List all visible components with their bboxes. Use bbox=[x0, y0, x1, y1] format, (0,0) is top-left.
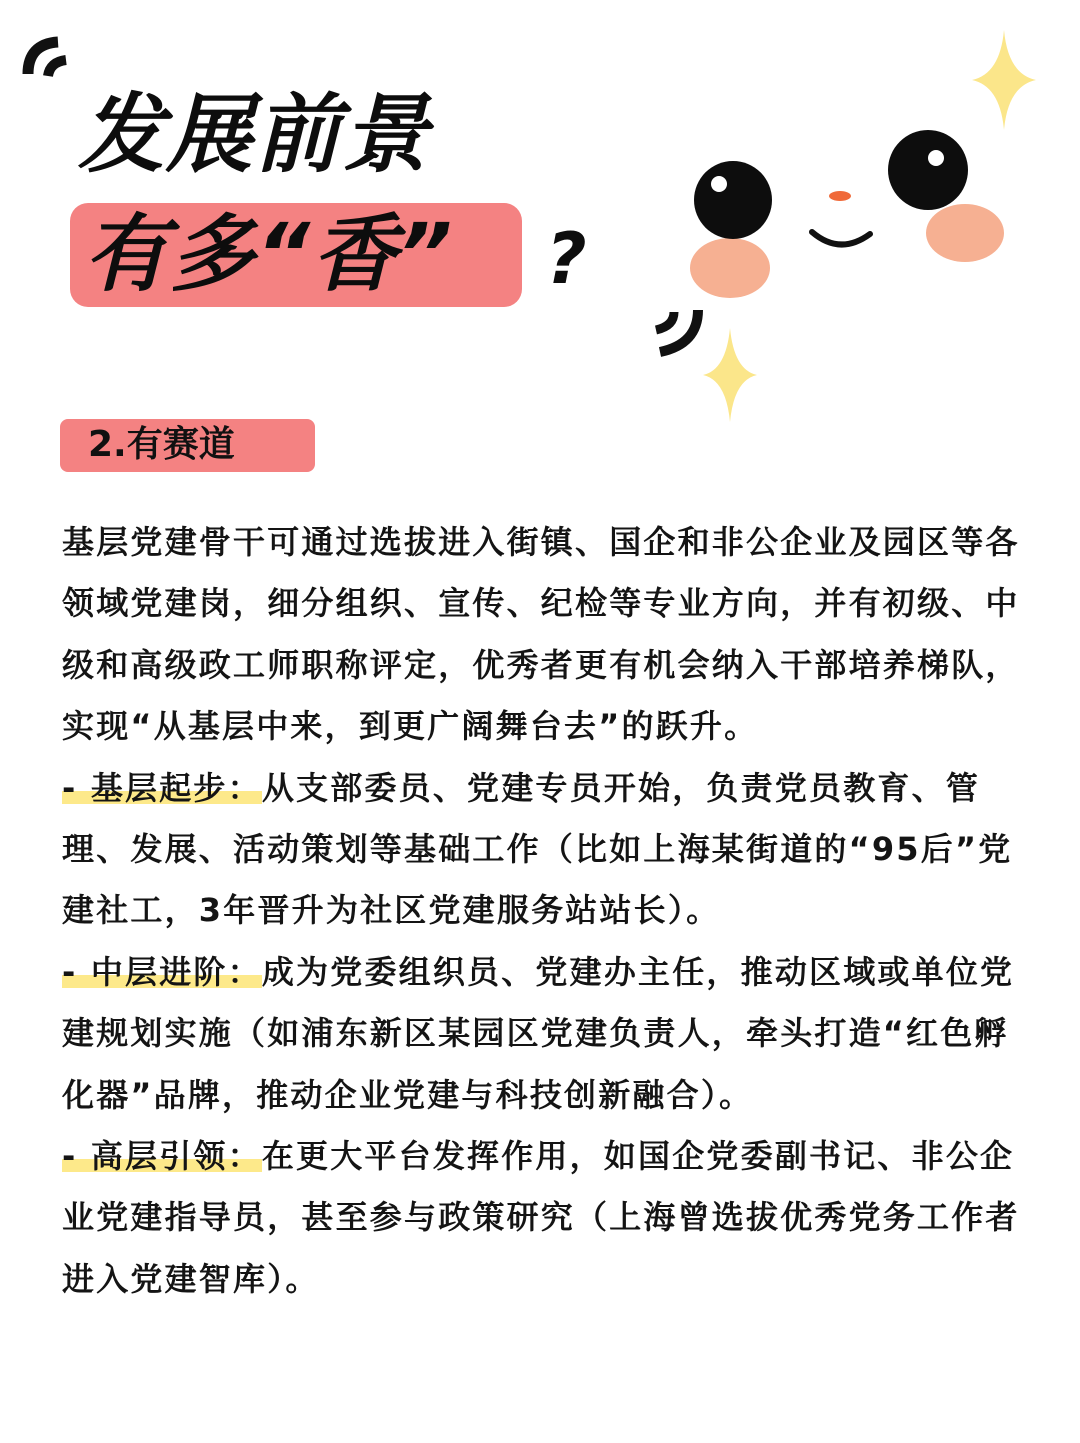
intro-paragraph: 基层党建骨干可通过选拔进入街镇、国企和非公企业及园区等各领域党建岗，细分组织、宣传、纪检等专业方向，并有初级、中级和高级政工师职称评定，优秀者更有机会纳入干部培养梯队，实现“从基层中来，到更广阔舞台去”的跃升。 bbox=[62, 523, 1020, 746]
stage-label: - 高层引领： bbox=[62, 1137, 262, 1176]
signal-arc-icon bbox=[14, 18, 84, 88]
stage-item bbox=[62, 942, 1022, 1126]
sparkle-icon bbox=[972, 30, 1036, 130]
stage-text: 成为党委组织员、党建办主任，推动区域或单位党建规划实施（如浦东新区某园区党建负责人，牵头打造“红色孵化器”品牌，推动企业党建与科技创新融合）。 bbox=[62, 952, 1015, 1114]
article-body bbox=[62, 512, 1022, 1310]
stage-item bbox=[62, 1126, 1022, 1310]
stage-item bbox=[62, 758, 1022, 942]
stage-label: - 中层进阶： bbox=[62, 952, 262, 991]
page-title: 发展前景 bbox=[78, 85, 430, 185]
stage-label: - 基层起步： bbox=[62, 768, 262, 807]
signal-arc-icon bbox=[648, 304, 708, 368]
title-question-mark: ? bbox=[546, 218, 587, 300]
smiley-face-icon bbox=[680, 120, 1020, 320]
stage-text: 从支部委员、党建专员开始，负责党员教育、管理、发展、活动策划等基础工作（比如上海某街道的“95后”党建社工，3年晋升为社区党建服务站站长）。 bbox=[62, 768, 1013, 930]
section-heading: 2.有赛道 bbox=[88, 424, 235, 465]
sparkle-icon bbox=[703, 328, 757, 422]
page-subtitle: 有多“香” bbox=[84, 205, 455, 303]
stage-text: 在更大平台发挥作用，如国企党委副书记、非公企业党建指导员，甚至参与政策研究（上海曾选拔优秀党务工作者进入党建智库）。 bbox=[62, 1137, 1020, 1298]
